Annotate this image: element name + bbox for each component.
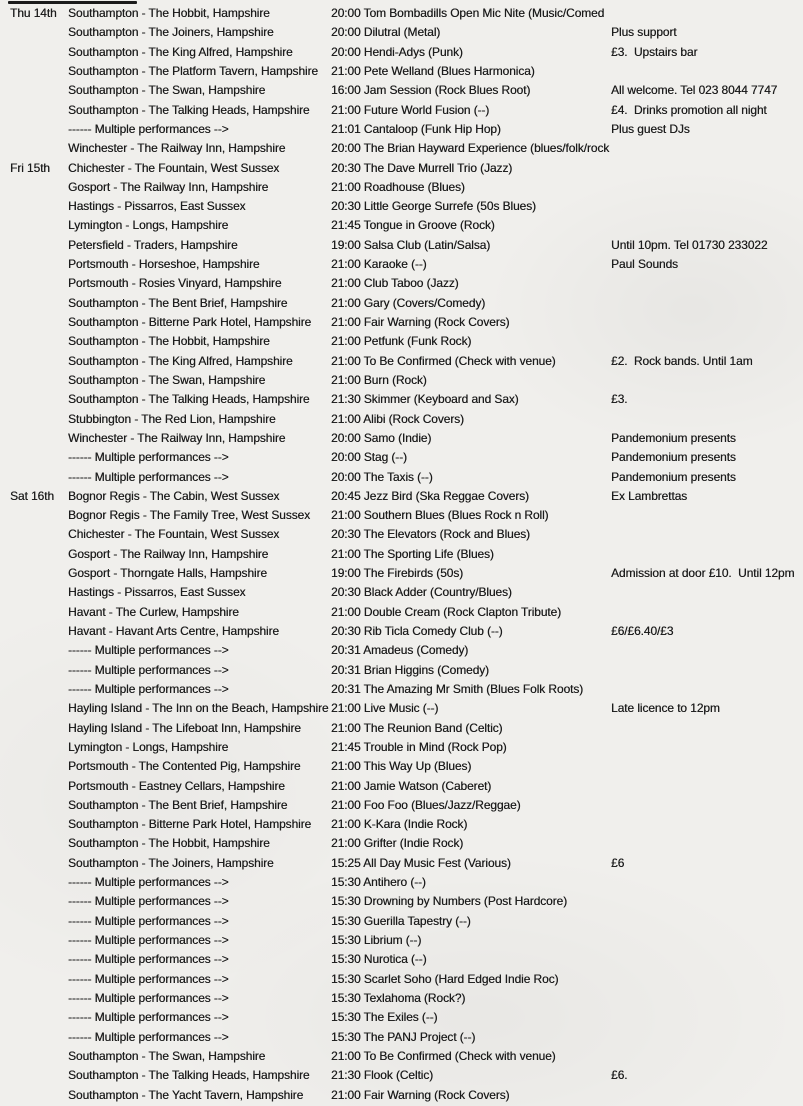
notes-text: £6. [611,1068,628,1083]
venue-text: Hastings - Pissarros, East Sussex [68,199,246,214]
venue-text: Hayling Island - The Inn on the Beach, Hampshire [68,701,329,716]
listing-row [0,757,803,776]
event-text: 21:00 Fair Warning (Rock Covers) [331,1087,510,1102]
venue-text: Southampton - The Yacht Tavern, Hampshire [68,1087,304,1102]
venue-text: ------ Multiple performances --> [68,971,229,986]
venue-text: Winchester - The Railway Inn, Hampshire [68,141,286,156]
listing-row [0,23,803,42]
listing-row [0,62,803,81]
event-text: 20:00 The Brian Hayward Experience (blues/folk/rock [331,141,610,156]
venue-text: Southampton - The Talking Heads, Hampshire [68,1068,310,1083]
event-text: 20:31 Brian Higgins (Comedy) [331,662,489,677]
venue-text: Stubbington - The Red Lion, Hampshire [68,411,276,426]
venue-text: Havant - The Curlew, Hampshire [68,604,239,619]
venue-text: Lymington - Longs, Hampshire [68,218,229,233]
event-text: 21:00 Alibi (Rock Covers) [331,411,464,426]
listing-row [0,352,803,371]
venue-text: ------ Multiple performances --> [68,894,229,909]
listing-row [0,931,803,950]
event-text: 21:45 Tongue in Groove (Rock) [331,218,495,233]
event-text: 20:31 Amadeus (Comedy) [331,643,469,658]
venue-text: Southampton - The Swan, Hampshire [68,372,266,387]
venue-text: ------ Multiple performances --> [68,121,229,136]
day-label: Sat 16th [10,488,54,503]
event-text: 21:00 To Be Confirmed (Check with venue) [331,1048,556,1063]
listing-row [0,525,803,544]
event-text: 21:00 Southern Blues (Blues Rock n Roll) [331,508,549,523]
listing-row [0,236,803,255]
venue-text: ------ Multiple performances --> [68,1029,229,1044]
notes-text: All welcome. Tel 023 8044 7747 [611,83,778,98]
listing-row [0,661,803,680]
event-text: 15:30 The Exiles (--) [331,1010,438,1025]
notes-text: Pandemonium presents [611,469,736,484]
listing-row [0,390,803,409]
event-text: 20:00 Dilutral (Metal) [331,25,441,40]
listing-row [0,371,803,390]
venue-text: Southampton - The Bent Brief, Hampshire [68,797,288,812]
event-text: 19:00 The Firebirds (50s) [331,566,464,581]
listing-row [0,680,803,699]
listing-row [0,796,803,815]
event-text: 20:00 The Taxis (--) [331,469,433,484]
notes-text: £3. [611,392,628,407]
event-text: 21:01 Cantaloop (Funk Hip Hop) [331,121,501,136]
event-text: 20:30 Little George Surrefe (50s Blues) [331,199,536,214]
event-text: 21:00 The Reunion Band (Celtic) [331,720,503,735]
listing-row [0,950,803,969]
venue-text: Winchester - The Railway Inn, Hampshire [68,430,286,445]
venue-text: Southampton - Bitterne Park Hotel, Hampshire [68,817,312,832]
notes-text: Plus support [611,25,677,40]
event-text: 21:00 Petfunk (Funk Rock) [331,334,472,349]
venue-text: Southampton - The King Alfred, Hampshire [68,353,293,368]
event-text: 20:00 Hendi-Adys (Punk) [331,44,463,59]
venue-text: Southampton - The Swan, Hampshire [68,83,266,98]
event-text: 21:00 Foo Foo (Blues/Jazz/Reggae) [331,797,521,812]
venue-text: Southampton - The Joiners, Hampshire [68,855,274,870]
event-text: 21:00 K-Kara (Indie Rock) [331,817,468,832]
venue-text: Southampton - The Talking Heads, Hampshire [68,392,310,407]
listing-row [0,738,803,757]
listing-row [0,255,803,274]
listing-row [0,815,803,834]
venue-text: Portsmouth - Rosies Vinyard, Hampshire [68,276,282,291]
event-text: 16:00 Jam Session (Rock Blues Root) [331,83,531,98]
listing-row [0,873,803,892]
event-text: 21:00 Grifter (Indie Rock) [331,836,464,851]
listing-row [0,583,803,602]
listing-row [0,892,803,911]
event-text: 21:00 Club Taboo (Jazz) [331,276,459,291]
notes-text: Plus guest DJs [611,121,690,136]
notes-text: Paul Sounds [611,257,678,272]
venue-text: ------ Multiple performances --> [68,952,229,967]
notes-text: £6 [611,855,625,870]
event-text: 20:00 Tom Bombadills Open Mic Nite (Music/Comed [331,6,605,20]
listing-row [0,1008,803,1027]
venue-text: ------ Multiple performances --> [68,681,229,696]
listing-row [0,120,803,139]
venue-text: Southampton - The Joiners, Hampshire [68,25,274,40]
event-text: 21:00 Fair Warning (Rock Covers) [331,315,510,329]
venue-text: Havant - Havant Arts Centre, Hampshire [68,624,279,638]
listing-row [0,719,803,738]
venue-text: Gosport - The Railway Inn, Hampshire [68,179,269,194]
event-text: 21:00 Live Music (--) [331,701,439,716]
venue-text: Hayling Island - The Lifeboat Inn, Hampshire [68,720,301,735]
event-text: 15:30 Drowning by Numbers (Post Hardcore) [331,894,567,909]
venue-text: ------ Multiple performances --> [68,450,229,465]
listing-row [0,1066,803,1085]
venue-text: ------ Multiple performances --> [68,662,229,677]
listing-row [0,216,803,235]
listing-row [0,854,803,873]
listing-row [0,545,803,564]
listing-row [0,641,803,660]
venue-text: Portsmouth - The Contented Pig, Hampshire [68,759,301,774]
listing-row [0,101,803,120]
venue-text: Lymington - Longs, Hampshire [68,739,229,754]
listing-row [0,4,803,23]
notes-text: Until 10pm. Tel 01730 233022 [611,237,768,252]
event-text: 15:30 Guerilla Tapestry (--) [331,913,471,928]
venue-text: Bognor Regis - The Cabin, West Sussex [68,488,280,503]
listing-row [0,294,803,313]
event-text: 21:00 Burn (Rock) [331,372,427,387]
event-text: 20:45 Jezz Bird (Ska Reggae Covers) [331,488,529,503]
venue-text: Southampton - The Hobbit, Hampshire [68,334,270,349]
event-text: 20:30 The Elevators (Rock and Blues) [331,527,530,542]
venue-text: ------ Multiple performances --> [68,469,229,484]
listing-row [0,468,803,487]
event-text: 21:00 This Way Up (Blues) [331,759,472,774]
listing-body [0,4,803,1105]
notes-text: £6/£6.40/£3 [611,624,674,638]
event-text: 15:30 Scarlet Soho (Hard Edged Indie Roc) [331,971,559,986]
notes-text: Ex Lambrettas [611,488,688,503]
listing-row [0,699,803,718]
event-text: 21:00 Gary (Covers/Comedy) [331,295,486,310]
listing-row [0,159,803,178]
venue-text: ------ Multiple performances --> [68,933,229,947]
event-text: 21:30 Skimmer (Keyboard and Sax) [331,392,519,407]
listing-row [0,313,803,332]
listing-row [0,970,803,989]
notes-text: Late licence to 12pm [611,701,720,716]
venue-text: Chichester - The Fountain, West Sussex [68,160,280,175]
event-text: 21:30 Flook (Celtic) [331,1068,434,1083]
venue-text: Portsmouth - Eastney Cellars, Hampshire [68,778,285,793]
venue-text: Southampton - The Platform Tavern, Hampshire [68,63,318,78]
event-text: 21:00 Future World Fusion (--) [331,102,490,117]
event-text: 21:00 Pete Welland (Blues Harmonica) [331,63,535,78]
listing-row [0,139,803,158]
venue-text: ------ Multiple performances --> [68,643,229,658]
event-text: 20:31 The Amazing Mr Smith (Blues Folk Roots) [331,681,584,696]
venue-text: ------ Multiple performances --> [68,875,229,890]
venue-text: Southampton - The Talking Heads, Hampshire [68,102,310,117]
listing-row [0,410,803,429]
notes-text: £3. Upstairs bar [611,44,698,59]
listing-row [0,834,803,853]
notes-text: Admission at door £10. Until 12pm [611,566,795,581]
notes-text: Pandemonium presents [611,450,736,465]
event-text: 20:30 Rib Ticla Comedy Club (--) [331,624,503,638]
venue-text: Southampton - The King Alfred, Hampshire [68,44,293,59]
event-text: 15:30 Antihero (--) [331,875,426,890]
day-label: Fri 15th [10,160,50,175]
venue-text: Southampton - The Bent Brief, Hampshire [68,295,288,310]
listing-row [0,81,803,100]
event-text: 15:30 Texlahoma (Rock?) [331,990,466,1005]
listing-row [0,178,803,197]
event-text: 19:00 Salsa Club (Latin/Salsa) [331,237,491,252]
venue-text: ------ Multiple performances --> [68,1010,229,1025]
event-text: 21:00 Roadhouse (Blues) [331,179,465,194]
venue-text: Southampton - The Swan, Hampshire [68,1048,266,1063]
venue-text: Petersfield - Traders, Hampshire [68,237,238,252]
listing-row [0,487,803,506]
listing-row [0,912,803,931]
listing-row [0,1086,803,1105]
listing-row [0,603,803,622]
event-text: 20:00 Samo (Indie) [331,430,432,445]
listing-row [0,1047,803,1066]
listing-row [0,989,803,1008]
event-text: 15:25 All Day Music Fest (Various) [331,855,511,870]
day-label: Thu 14th [10,6,57,20]
event-text: 20:30 The Dave Murrell Trio (Jazz) [331,160,513,175]
event-text: 15:30 Nurotica (--) [331,952,427,967]
venue-text: Gosport - The Railway Inn, Hampshire [68,546,269,561]
listing-row [0,43,803,62]
notes-text: £4. Drinks promotion all night [611,102,767,117]
listing-row [0,429,803,448]
notes-text: Pandemonium presents [611,430,736,445]
event-text: 15:30 Librium (--) [331,933,422,947]
event-text: 21:00 Karaoke (--) [331,257,427,272]
venue-text: Portsmouth - Horseshoe, Hampshire [68,257,260,272]
venue-text: Southampton - The Hobbit, Hampshire [68,836,270,851]
event-text: 21:00 To Be Confirmed (Check with venue) [331,353,556,368]
venue-text: Bognor Regis - The Family Tree, West Sussex [68,508,311,523]
listing-row [0,564,803,583]
venue-text: Chichester - The Fountain, West Sussex [68,527,280,542]
event-text: 15:30 The PANJ Project (--) [331,1029,476,1044]
listing-row [0,197,803,216]
event-text: 21:00 Jamie Watson (Caberet) [331,778,492,793]
notes-text: £2. Rock bands. Until 1am [611,353,753,368]
listing-row [0,448,803,467]
listing-row [0,1028,803,1047]
event-text: 21:00 Double Cream (Rock Clapton Tribute) [331,604,562,619]
listing-row [0,506,803,525]
venue-text: ------ Multiple performances --> [68,990,229,1005]
venue-text: Southampton - Bitterne Park Hotel, Hampshire [68,315,312,329]
venue-text: ------ Multiple performances --> [68,913,229,928]
venue-text: Hastings - Pissarros, East Sussex [68,585,246,600]
venue-text: Southampton - The Hobbit, Hampshire [68,6,270,20]
event-text: 20:00 Stag (--) [331,450,407,465]
listing-row [0,274,803,293]
event-text: 20:30 Black Adder (Country/Blues) [331,585,512,600]
event-text: 21:00 The Sporting Life (Blues) [331,546,494,561]
listing-row [0,622,803,641]
listing-row [0,332,803,351]
venue-text: Gosport - Thorngate Halls, Hampshire [68,566,267,581]
listing-row [0,777,803,796]
event-text: 21:45 Trouble in Mind (Rock Pop) [331,739,507,754]
